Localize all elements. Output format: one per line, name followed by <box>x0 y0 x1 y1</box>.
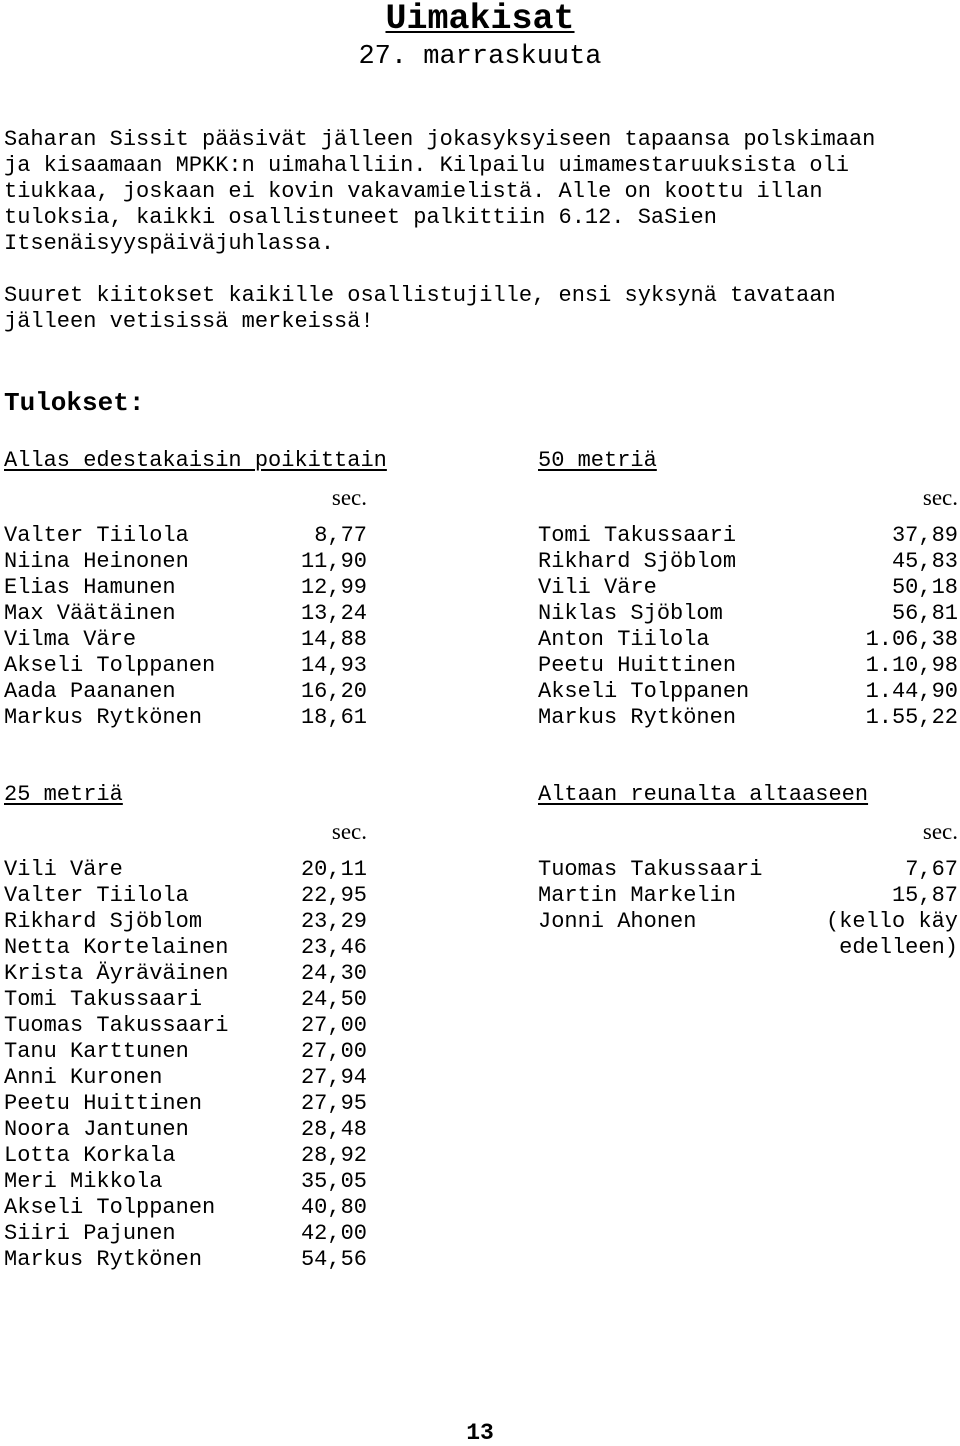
swimmer-name: Markus Rytkönen <box>4 705 203 730</box>
results-list <box>4 523 367 731</box>
result-row <box>4 1195 367 1221</box>
result-row <box>4 883 367 909</box>
section-title: 25 metriä <box>4 782 123 807</box>
result-row <box>4 1039 367 1065</box>
swimmer-name: Meri Mikkola <box>4 1169 163 1194</box>
result-row <box>4 1013 367 1039</box>
swimmer-name: Akseli Tolppanen <box>538 679 750 704</box>
swimmer-name: Rikhard Sjöblom <box>4 909 203 934</box>
section-title: 50 metriä <box>538 448 657 473</box>
swimmer-name: Aada Paananen <box>4 679 176 704</box>
swimmer-name: Lotta Korkala <box>4 1143 176 1168</box>
swim-time: 27,00 <box>300 1039 367 1064</box>
swim-time: 35,05 <box>300 1169 367 1194</box>
swimmer-name: Tuomas Takussaari <box>538 857 763 882</box>
swimmer-name: Vili Väre <box>538 575 657 600</box>
result-row <box>4 1143 367 1169</box>
swimmer-name: Siiri Pajunen <box>4 1221 176 1246</box>
swim-time: 7,67 <box>905 857 958 882</box>
swimmer-name: Anni Kuronen <box>4 1065 163 1090</box>
results-heading: Tulokset: <box>4 388 145 418</box>
result-row <box>538 653 958 679</box>
swim-time: 24,30 <box>300 961 367 986</box>
swimmer-name: Akseli Tolppanen <box>4 1195 216 1220</box>
swim-time: 1.06,38 <box>865 627 958 652</box>
result-row <box>4 523 367 549</box>
swim-time: 22,95 <box>300 883 367 908</box>
result-row <box>538 679 958 705</box>
results-list <box>4 857 367 1273</box>
swim-time: 20,11 <box>300 857 367 882</box>
swim-time: 40,80 <box>300 1195 367 1220</box>
swimmer-name: Valter Tiilola <box>4 883 189 908</box>
intro-paragraph-1: Saharan Sissit pääsivät jälleen jokasyksyiseen tapaansa polskimaan ja kisaamaan MPKK:n uimahalliin. Kilpailu uimamestaruuksista oli tiukkaa, joskaan ei kovin vakavamielistä. Alle on koottu illan tuloksia, kaikki osallistuneet palkittiin 6.12. SaSien Itsenäisyyspäiväjuhlassa. <box>4 127 876 256</box>
swim-time: 1.55,22 <box>865 705 958 730</box>
swimmer-name: Tuomas Takussaari <box>4 1013 229 1038</box>
swimmer-name: Vili Väre <box>4 857 123 882</box>
swim-time: 27,94 <box>300 1065 367 1090</box>
swimmer-name: Krista Äyräväinen <box>4 961 229 986</box>
swim-time: 8,77 <box>314 523 367 548</box>
swim-time: 28,92 <box>300 1143 367 1168</box>
swim-time: 15,87 <box>891 883 958 908</box>
swimmer-name: Martin Markelin <box>538 883 737 908</box>
swimmer-name: Noora Jantunen <box>4 1117 189 1142</box>
swim-time: 1.10,98 <box>865 653 958 678</box>
result-row <box>4 1091 367 1117</box>
result-row <box>4 1221 367 1247</box>
result-row <box>4 987 367 1013</box>
swimmer-name: Anton Tiilola <box>538 627 710 652</box>
timing-note: (kello käy edelleen) <box>825 909 958 960</box>
swim-time: 24,50 <box>300 987 367 1012</box>
swimmer-name: Rikhard Sjöblom <box>538 549 737 574</box>
swim-time: 50,18 <box>891 575 958 600</box>
result-row <box>4 601 367 627</box>
swim-time: 14,88 <box>300 627 367 652</box>
result-row <box>4 935 367 961</box>
swimmer-name: Vilma Väre <box>4 627 137 652</box>
result-row <box>538 601 958 627</box>
result-row <box>4 961 367 987</box>
swim-time: 12,99 <box>300 575 367 600</box>
swim-time: 13,24 <box>300 601 367 626</box>
swimmer-name: Markus Rytkönen <box>4 1247 203 1272</box>
swim-time: 56,81 <box>891 601 958 626</box>
result-row <box>4 909 367 935</box>
result-row <box>538 549 958 575</box>
result-row <box>4 549 367 575</box>
swimmer-name: Niklas Sjöblom <box>538 601 723 626</box>
swimmer-name: Tomi Takussaari <box>4 987 203 1012</box>
swim-time: 16,20 <box>300 679 367 704</box>
result-row <box>538 523 958 549</box>
swim-time: 1.44,90 <box>865 679 958 704</box>
result-row <box>4 1247 367 1273</box>
result-row <box>4 705 367 731</box>
swim-time: 37,89 <box>891 523 958 548</box>
swimmer-name: Elias Hamunen <box>4 575 176 600</box>
swimmer-name: Peetu Huittinen <box>538 653 737 678</box>
document-title: Uimakisat <box>385 0 575 39</box>
section-title: Allas edestakaisin poikittain <box>4 448 387 473</box>
result-row <box>4 857 367 883</box>
swim-time: 27,00 <box>300 1013 367 1038</box>
result-row <box>4 575 367 601</box>
result-row <box>538 627 958 653</box>
swimmer-name: Akseli Tolppanen <box>4 653 216 678</box>
swim-time: 28,48 <box>300 1117 367 1142</box>
result-row <box>538 883 958 909</box>
swimmer-name: Tanu Karttunen <box>4 1039 189 1064</box>
swim-time: 11,90 <box>300 549 367 574</box>
swimmer-name: Max Väätäinen <box>4 601 176 626</box>
result-row <box>538 705 958 731</box>
swim-time: 23,46 <box>300 935 367 960</box>
swimmer-name: Tomi Takussaari <box>538 523 737 548</box>
unit-label: sec. <box>922 485 958 510</box>
result-row <box>4 1117 367 1143</box>
result-row <box>4 653 367 679</box>
swimmer-name: Markus Rytkönen <box>538 705 737 730</box>
page-number: 13 <box>466 1420 494 1446</box>
result-row <box>4 1169 367 1195</box>
result-row <box>4 627 367 653</box>
unit-label: sec. <box>922 819 958 844</box>
result-row <box>538 857 958 883</box>
results-list <box>538 523 958 731</box>
section-title: Altaan reunalta altaaseen <box>538 782 869 807</box>
swimmer-name: Valter Tiilola <box>4 523 189 548</box>
swimmer-name: Netta Kortelainen <box>4 935 229 960</box>
result-row <box>4 1065 367 1091</box>
swimmer-name: Jonni Ahonen <box>538 909 697 934</box>
swim-time: 42,00 <box>300 1221 367 1246</box>
swim-time: 14,93 <box>300 653 367 678</box>
swim-time: 23,29 <box>300 909 367 934</box>
swim-time: 54,56 <box>300 1247 367 1272</box>
event-date: 27. marraskuuta <box>358 42 602 72</box>
swim-time: 18,61 <box>300 705 367 730</box>
swimmer-name: Peetu Huittinen <box>4 1091 203 1116</box>
result-row <box>538 575 958 601</box>
swimmer-name: Niina Heinonen <box>4 549 189 574</box>
unit-label: sec. <box>331 485 367 510</box>
result-row <box>4 679 367 705</box>
intro-paragraph-2: Suuret kiitokset kaikille osallistujille, ensi syksynä tavataan jälleen vetisissä merkeissä! <box>4 283 836 334</box>
swim-time: 45,83 <box>891 549 958 574</box>
swim-time: 27,95 <box>300 1091 367 1116</box>
unit-label: sec. <box>331 819 367 844</box>
